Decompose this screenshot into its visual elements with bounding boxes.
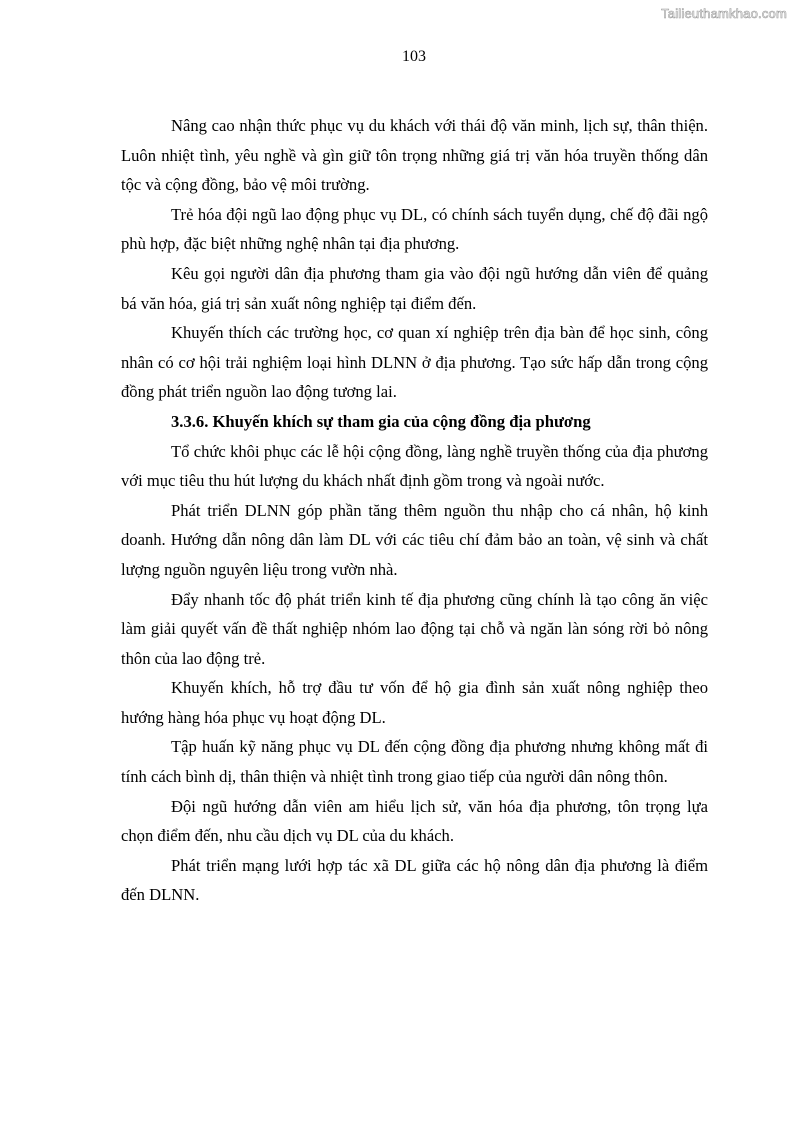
paragraph: Trẻ hóa đội ngũ lao động phục vụ DL, có chính sách tuyển dụng, chế độ đãi ngộ phù hợp, đặc biệt những nghệ nhân tại địa phương. — [121, 204, 708, 254]
paragraph: Phát triển mạng lưới hợp tác xã DL giữa các hộ nông dân địa phương là điểm đến DLNN. — [121, 855, 708, 905]
paragraph: Phát triển DLNN góp phần tăng thêm nguồn thu nhập cho cá nhân, hộ kinh doanh. Hướng dẫn nông dân làm DL với các tiêu chí đảm bảo an toàn, vệ sinh và chất lượng nguồn nguyên liệu trong vườn nhà. — [121, 500, 708, 579]
paragraph: Khuyến khích, hỗ trợ đầu tư vốn để hộ gia đình sản xuất nông nghiệp theo hướng hàng hóa phục vụ hoạt động DL. — [121, 678, 708, 727]
paragraph: Đội ngũ hướng dẫn viên am hiểu lịch sử, văn hóa địa phương, tôn trọng lựa chọn điểm đến, nhu cầu dịch vụ DL của du khách. — [121, 796, 708, 846]
document-body — [121, 111, 708, 910]
section-heading: 3.3.6. Khuyến khích sự tham gia của cộng đồng địa phương — [171, 411, 591, 431]
paragraph: Tổ chức khôi phục các lễ hội cộng đồng, làng nghề truyền thống của địa phương với mục tiêu thu hút lượng du khách nhất định gồm trong và ngoài nước. — [121, 441, 708, 491]
paragraph: Tập huấn kỹ năng phục vụ DL đến cộng đồng địa phương nhưng không mất đi tính cách bình dị, thân thiện và nhiệt tình trong giao tiếp của người dân nông thôn. — [121, 737, 708, 787]
paragraph: Kêu gọi người dân địa phương tham gia vào đội ngũ hướng dẫn viên để quảng bá văn hóa, giá trị sản xuất nông nghiệp tại điểm đến. — [121, 263, 708, 313]
page-number: 103 — [402, 48, 426, 65]
watermark-text: Tailieuthamkhao.com — [661, 6, 787, 21]
paragraph: Nâng cao nhận thức phục vụ du khách với thái độ văn minh, lịch sự, thân thiện. Luôn nhiệt tình, yêu nghề và gìn giữ tôn trọng những giá trị văn hóa truyền thống dân tộc và cộng đồng, bảo vệ môi trường. — [121, 116, 708, 195]
paragraph: Khuyến thích các trường học, cơ quan xí nghiệp trên địa bàn để học sinh, công nhân có cơ hội trải nghiệm loại hình DLNN ở địa phương. Tạo sức hấp dẫn trong cộng đồng phát triển nguồn lao động tương lai. — [121, 323, 708, 402]
paragraph: Đẩy nhanh tốc độ phát triển kinh tế địa phương cũng chính là tạo công ăn việc làm giải quyết vấn đề thất nghiệp nhóm lao động tại chỗ và ngăn làn sóng rời bỏ nông thôn của lao động trẻ. — [121, 589, 708, 668]
